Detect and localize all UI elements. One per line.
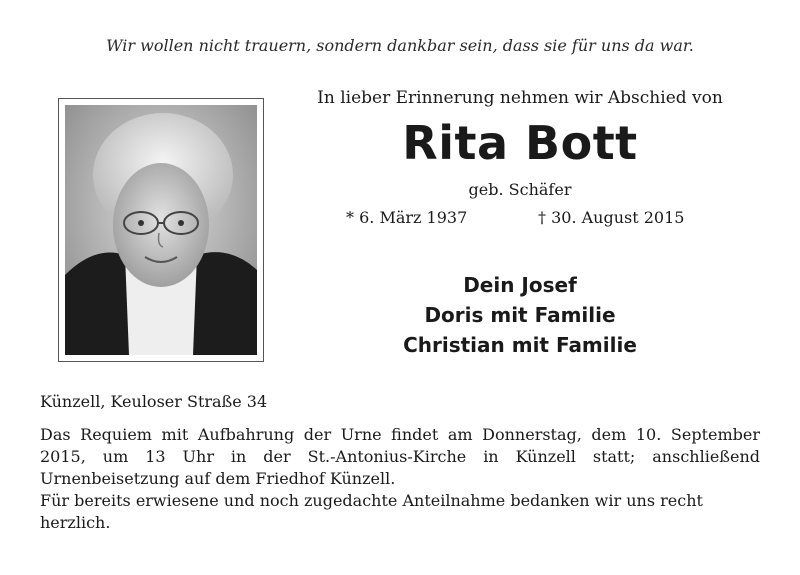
- portrait-photo-frame: [58, 98, 264, 362]
- portrait-photo: [65, 105, 257, 355]
- address: Künzell, Keuloser Straße 34: [40, 392, 268, 411]
- family-line: Christian mit Familie: [403, 333, 637, 357]
- family-line: Doris mit Familie: [424, 303, 616, 327]
- family-signatures: [300, 270, 740, 360]
- requiem-paragraph: Das Requiem mit Aufbahrung der Urne findet am Donnerstag, dem 10. September 2015, um 13 Uhr in der St.-Antonius-Kirche in Künzell statt; anschließend Urnenbeisetzung auf dem Friedhof Künzell.: [40, 425, 760, 488]
- deceased-name: Rita Bott: [402, 116, 638, 170]
- family-line: Dein Josef: [463, 273, 577, 297]
- death-date: † 30. August 2015: [538, 208, 685, 227]
- announcement-body: [40, 424, 760, 534]
- birth-date: * 6. März 1937: [346, 208, 468, 227]
- thanks-paragraph: Für bereits erwiesene und noch zugedachte Anteilnahme bedanken wir uns recht herzlich.: [40, 491, 703, 532]
- maiden-name: geb. Schäfer: [468, 180, 572, 199]
- intro-text: In lieber Erinnerung nehmen wir Abschied von: [317, 88, 723, 108]
- motto-quote: Wir wollen nicht trauern, sondern dankbar sein, dass sie für uns da war.: [106, 36, 694, 55]
